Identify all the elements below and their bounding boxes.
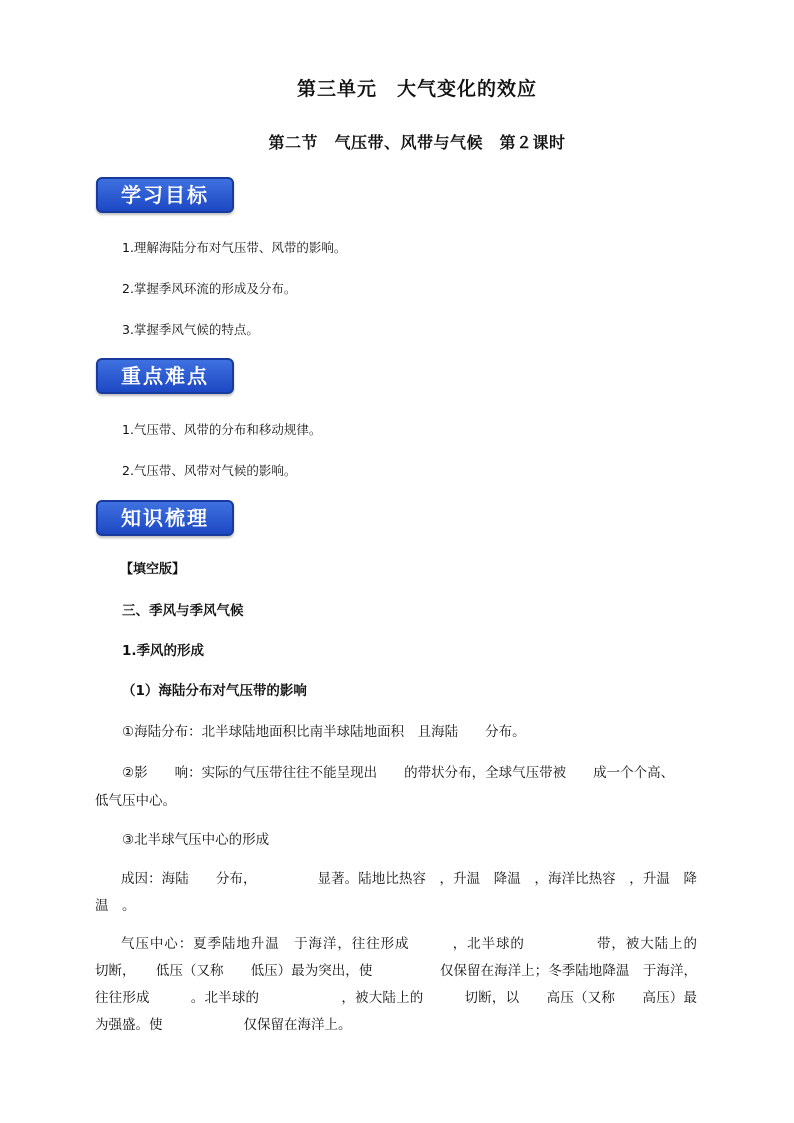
heading-three: 三、季风与季风气候 — [122, 603, 244, 619]
heading-one: 1.季风的形成 — [122, 643, 205, 659]
version-tag: 【填空版】 — [120, 562, 186, 577]
item-sea-land: ①海陆分布：北半球陆地面积比南半球陆地面积 且海陆 分布。 — [122, 724, 526, 740]
item-influence: ②影 响：实际的气压带往往不能呈现出 的带状分布，全球气压带被 成一个个高、 — [122, 765, 675, 781]
heading-sub: （1）海陆分布对气压带的影响 — [122, 683, 307, 699]
unit-title: 第三单元 大气变化的效应 — [296, 78, 537, 100]
key-points-badge: 重点难点 — [96, 358, 234, 394]
objectives-badge: 学习目标 — [96, 177, 234, 213]
item-north-center: ③北半球气压中心的形成 — [122, 832, 270, 848]
objective-item: 3.掌握季风气候的特点。 — [122, 322, 259, 337]
item-influence-cont: 低气压中心。 — [95, 793, 176, 809]
key-point-item: 2.气压带、风带对气候的影响。 — [122, 463, 297, 478]
section-title: 第二节 气压带、风带与气候 第２课时 — [268, 133, 566, 152]
key-point-item: 1.气压带、风带的分布和移动规律。 — [122, 422, 322, 437]
knowledge-badge: 知识梳理 — [96, 500, 234, 536]
cause-paragraph: 成因：海陆 分布， 显著。陆地比热容 ，升温 降温 ，海洋比热容 ，升温 降温 。 — [95, 871, 697, 914]
objective-item: 1.理解海陆分布对气压带、风带的影响。 — [122, 240, 347, 255]
pressure-center-paragraph: 气压中心：夏季陆地升温 于海洋，往往形成 ，北半球的 带，被大陆上的 切断， 低压（又称 低压）最为突出，使 仅保留在海洋上；冬季陆地降温 于海洋，往往形成 。北半球的 ，被大陆上的 切断，以 高压（又称 高压）最为强盛。使 仅保留在海洋上。 — [95, 936, 724, 1033]
objective-item: 2.掌握季风环流的形成及分布。 — [122, 281, 297, 296]
